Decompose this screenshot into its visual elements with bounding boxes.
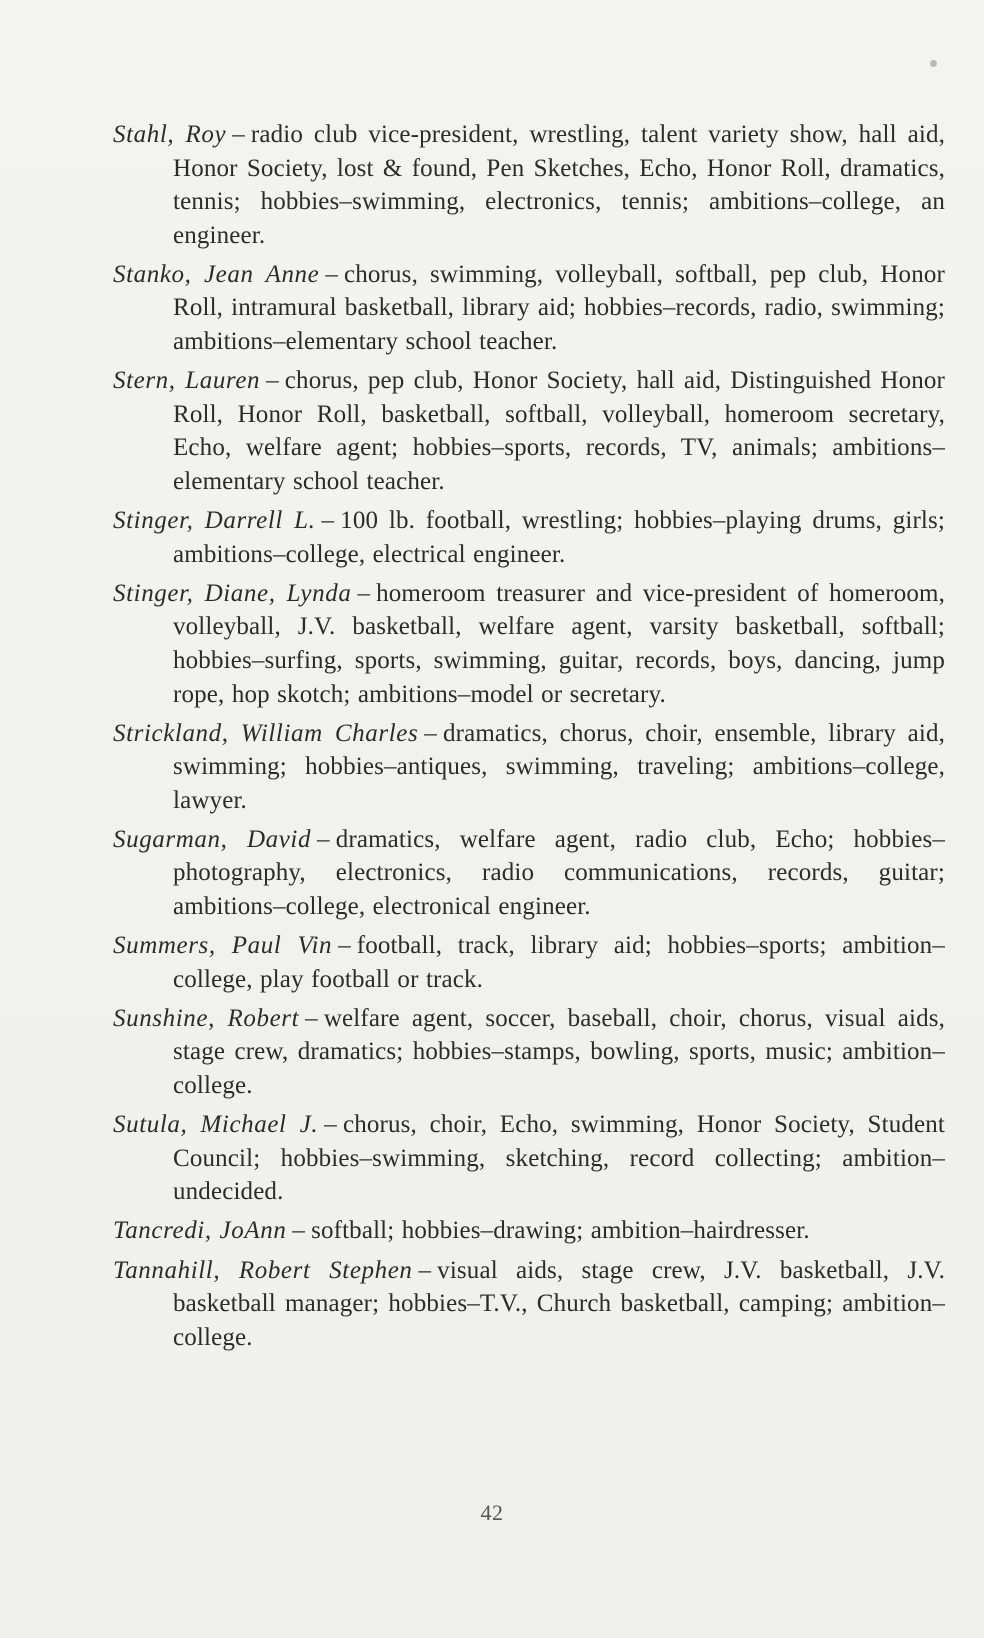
name-separator: – xyxy=(338,932,351,960)
senior-entry xyxy=(113,1214,945,1248)
senior-name: Strickland, William Charles xyxy=(113,719,419,747)
senior-entry xyxy=(113,258,945,359)
senior-entry xyxy=(113,1254,945,1355)
senior-activities: 100 lb. football, wrestling; hobbies–playing drums, girls; ambitions–college, electrical engineer. xyxy=(173,507,946,568)
senior-activities: chorus, swimming, volleyball, softball, pep club, Honor Roll, intramural basketball, library aid; hobbies–records, radio, swimming; ambitions–elementary school teacher. xyxy=(173,260,945,356)
name-separator: – xyxy=(321,507,335,535)
senior-activities: softball; hobbies–drawing; ambition–hairdresser. xyxy=(311,1217,810,1245)
page-number: 42 xyxy=(480,1500,504,1525)
name-separator: – xyxy=(317,825,330,853)
name-separator: – xyxy=(357,579,371,607)
senior-entries-list xyxy=(113,118,945,1360)
senior-activities: homeroom treasurer and vice-president of homeroom, volleyball, J.V. basketball, welfare agent, varsity basketball, softball; hobbies–surfing, sports, swimming, guitar, records, boys, dancing, jump rope, hop skotch; ambitions–model or secretary. xyxy=(173,579,945,708)
name-separator: – xyxy=(292,1217,306,1245)
senior-entry xyxy=(113,1108,945,1209)
senior-name: Sutula, Michael J. xyxy=(113,1111,319,1139)
senior-entry xyxy=(113,1002,945,1103)
senior-entry xyxy=(113,929,945,996)
name-separator: – xyxy=(424,719,437,747)
senior-activities: football, track, library aid; hobbies–sports; ambition–college, play football or track. xyxy=(173,932,945,993)
senior-entry xyxy=(113,364,945,498)
senior-name: Stahl, Roy xyxy=(113,121,227,148)
paper-speck xyxy=(930,60,937,67)
senior-name: Stinger, Darrell L. xyxy=(113,507,316,535)
name-separator: – xyxy=(232,121,245,148)
name-separator: – xyxy=(418,1256,432,1284)
name-separator: – xyxy=(266,367,279,395)
senior-activities: chorus, pep club, Honor Society, hall aid, Distinguished Honor Roll, Honor Roll, basketball, softball, volleyball, homeroom secretary, Echo, welfare agent; hobbies–sports, records, TV, animals; ambitions–elementary school teacher. xyxy=(173,367,945,495)
senior-activities: radio club vice-president, wrestling, talent variety show, hall aid, Honor Society, lost & found, Pen Sketches, Echo, Honor Roll, dramatics, tennis; hobbies–swimming, electronics, tennis; ambitions–college, an engineer. xyxy=(173,121,945,249)
senior-name: Stinger, Diane, Lynda xyxy=(113,579,352,607)
senior-name: Stern, Lauren xyxy=(113,367,261,395)
senior-name: Tannahill, Robert Stephen xyxy=(113,1256,413,1284)
senior-entry xyxy=(113,823,945,924)
senior-name: Summers, Paul Vin xyxy=(113,932,333,960)
senior-name: Sugarman, David xyxy=(113,825,312,853)
name-separator: – xyxy=(325,260,339,288)
senior-name: Sunshine, Robert xyxy=(113,1004,300,1032)
senior-name: Stanko, Jean Anne xyxy=(113,260,320,288)
senior-activities: dramatics, chorus, choir, ensemble, library aid, swimming; hobbies–antiques, swimming, traveling; ambitions–college, lawyer. xyxy=(173,719,945,814)
senior-activities: chorus, choir, Echo, swimming, Honor Society, Student Council; hobbies–swimming, sketching, record collecting; ambition–undecided. xyxy=(173,1111,945,1206)
senior-activities: visual aids, stage crew, J.V. basketball, J.V. basketball manager; hobbies–T.V., Church basketball, camping; ambition–college. xyxy=(173,1256,945,1351)
senior-activities: welfare agent, soccer, baseball, choir, chorus, visual aids, stage crew, dramatics; hobbies–stamps, bowling, sports, music; ambition–college. xyxy=(173,1004,945,1100)
senior-entry xyxy=(113,504,945,571)
senior-entry xyxy=(113,577,945,711)
senior-name: Tancredi, JoAnn xyxy=(113,1217,287,1245)
name-separator: – xyxy=(305,1004,318,1032)
senior-activities: dramatics, welfare agent, radio club, Echo; hobbies–photography, electronics, radio communications, records, guitar; ambitions–college, electronical engineer. xyxy=(173,825,945,921)
senior-entry xyxy=(113,717,945,818)
name-separator: – xyxy=(324,1111,337,1139)
senior-entry xyxy=(113,118,945,252)
